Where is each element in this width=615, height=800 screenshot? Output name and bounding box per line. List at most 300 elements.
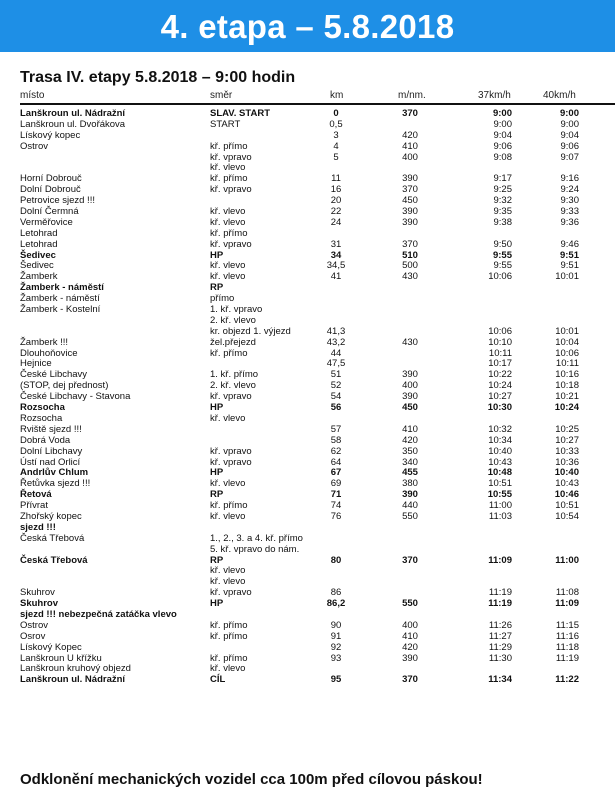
cell-place: Lískový Kopec [20, 641, 82, 653]
table-row [0, 413, 615, 424]
footer-note: Odklonění mechanických vozidel cca 100m před cílovou páskou! [20, 771, 483, 788]
cell-km: 5 [333, 151, 339, 163]
cell-place: Lískový kopec [20, 129, 81, 141]
cell-altitude: 400 [402, 380, 418, 392]
cell-altitude: 450 [402, 402, 418, 414]
cell-direction: kř. přímo [210, 347, 248, 359]
cell-place: Ostrov [20, 140, 48, 152]
header-time-40: 40km/h [543, 90, 576, 101]
cell-direction: kř. přímo [210, 619, 248, 631]
cell-direction: CÍL [210, 674, 226, 686]
cell-place: Dolní Dobrouč [20, 184, 81, 196]
table-row [0, 162, 615, 173]
cell-altitude: 380 [402, 478, 418, 490]
cell-time-40: 10:01 [555, 325, 579, 337]
cell-time-40: 11:09 [555, 598, 579, 610]
cell-km: 67 [330, 467, 342, 479]
cell-place: Skuhrov [20, 598, 59, 610]
cell-time-37: 11:19 [488, 587, 512, 599]
cell-km: 11 [331, 173, 341, 185]
cell-km: 22 [330, 206, 342, 218]
cell-altitude: 450 [402, 195, 418, 207]
cell-altitude: 390 [402, 391, 418, 403]
cell-km: 56 [330, 402, 342, 414]
cell-time-40: 9:33 [560, 206, 579, 218]
table-row [0, 424, 615, 435]
cell-time-40: 11:00 [555, 554, 579, 566]
table-row [0, 326, 615, 337]
header-km: km [330, 90, 344, 101]
cell-place: Řetová [20, 489, 52, 501]
cell-direction: kř. vpravo [210, 151, 252, 163]
cell-time-37: 10:10 [488, 336, 512, 348]
cell-km: 74 [330, 500, 342, 512]
cell-km: 92 [330, 641, 342, 653]
cell-time-40: 9:51 [560, 260, 579, 272]
cell-place: Rozsocha [20, 402, 65, 414]
table-row [0, 293, 615, 304]
cell-place: Letohrad [20, 227, 58, 239]
table-row [0, 282, 615, 293]
cell-time-37: 9:32 [493, 195, 512, 207]
cell-km: 41,3 [326, 325, 346, 337]
cell-direction: kř. přímo [210, 652, 248, 664]
cell-time-40: 9:24 [560, 184, 579, 196]
cell-km: 34 [330, 249, 342, 261]
cell-direction: 1. kř. přímo [210, 369, 259, 381]
cell-time-40: 9:36 [560, 216, 579, 228]
cell-altitude: 400 [402, 151, 418, 163]
cell-altitude: 370 [402, 674, 418, 686]
cell-km: 57 [330, 423, 342, 435]
cell-place: sjezd !!! nebezpečná zatáčka vlevo [20, 608, 177, 620]
cell-km: 80 [330, 554, 342, 566]
cell-time-37: 9:04 [493, 129, 512, 141]
table-row [0, 620, 615, 631]
cell-place: Lanškroun U křížku [20, 652, 102, 664]
cell-place: Šedivec [20, 249, 56, 261]
cell-place: Lanškroun kruhový objezd [20, 663, 131, 675]
cell-place: Ostrov [20, 619, 48, 631]
header-altitude: m/nm. [398, 90, 426, 101]
cell-direction: HP [210, 249, 224, 261]
cell-time-40: 10:40 [554, 467, 579, 479]
cell-time-37: 10:55 [487, 489, 512, 501]
cell-time-40: 9:00 [560, 118, 579, 130]
cell-time-40: 9:06 [560, 140, 579, 152]
cell-km: 86 [330, 587, 342, 599]
cell-time-40: 10:43 [555, 478, 579, 490]
cell-time-37: 9:06 [493, 140, 512, 152]
table-row [0, 130, 615, 141]
cell-time-37: 11:34 [488, 674, 512, 686]
cell-km: 62 [330, 445, 342, 457]
cell-direction: 1., 2., 3. a 4. kř. přímo [210, 532, 303, 544]
cell-km: 86,2 [326, 598, 346, 610]
cell-time-37: 11:27 [488, 630, 512, 642]
cell-place: Lanškroun ul. Dvořákova [20, 118, 126, 130]
cell-altitude: 350 [402, 445, 418, 457]
cell-direction: kř. vlevo [210, 663, 246, 675]
cell-direction: kř. vlevo [210, 565, 246, 577]
cell-altitude: 370 [402, 238, 418, 250]
cell-direction: kř. vlevo [210, 576, 246, 588]
cell-place: Ústí nad Orlicí [20, 456, 81, 468]
cell-time-40: 9:16 [560, 173, 579, 185]
cell-direction: 2. kř. vlevo [210, 314, 256, 326]
cell-km: 0,5 [329, 118, 343, 130]
cell-altitude: 410 [402, 630, 418, 642]
cell-altitude: 410 [402, 423, 418, 435]
cell-place: Dolní Čermná [20, 206, 79, 218]
cell-direction: kř. vlevo [210, 478, 246, 490]
cell-direction: kř. vpravo [210, 391, 252, 403]
cell-altitude: 430 [402, 271, 418, 283]
table-row [0, 337, 615, 348]
cell-time-40: 9:30 [560, 195, 579, 207]
cell-place: Řetůvka sjezd !!! [20, 478, 91, 490]
cell-time-37: 9:08 [493, 151, 512, 163]
cell-altitude: 420 [402, 129, 418, 141]
cell-place: Lanškroun ul. Nádražní [20, 674, 126, 686]
cell-direction: 5. kř. vpravo do nám. [210, 543, 300, 555]
table-row [0, 565, 615, 576]
header-divider [20, 103, 615, 105]
table-row [0, 184, 615, 195]
cell-altitude: 410 [402, 140, 418, 152]
cell-direction: kř. vpravo [210, 238, 252, 250]
table-row [0, 195, 615, 206]
cell-time-37: 11:03 [488, 510, 512, 522]
cell-altitude: 370 [402, 108, 418, 119]
cell-km: 51 [330, 369, 342, 381]
cell-place: České Libchavy - Stavona [20, 391, 131, 403]
cell-place: Dolní Libchavy [20, 445, 83, 457]
cell-place: Petrovice sjezd !!! [20, 195, 95, 207]
cell-place: Dobrá Voda [20, 434, 71, 446]
cell-direction: kř. vpravo [210, 445, 252, 457]
table-row [0, 467, 615, 478]
cell-time-37: 11:26 [488, 619, 512, 631]
route-table [0, 108, 615, 685]
cell-km: 24 [330, 216, 342, 228]
cell-time-40: 9:07 [560, 151, 579, 163]
cell-altitude: 500 [402, 260, 418, 272]
table-row [0, 260, 615, 271]
cell-altitude: 390 [402, 173, 418, 185]
cell-place: Přívrat [20, 500, 48, 512]
route-title: Trasa IV. etapy 5.8.2018 – 9:00 hodin [20, 69, 296, 86]
cell-altitude: 400 [402, 619, 418, 631]
cell-time-37: 9:17 [493, 173, 512, 185]
cell-time-40: 10:11 [555, 358, 579, 370]
cell-place: Česká Třebová [20, 532, 85, 544]
table-row [0, 446, 615, 457]
cell-altitude: 550 [402, 598, 418, 610]
cell-time-40: 11:18 [555, 641, 579, 653]
cell-time-37: 11:29 [488, 641, 512, 653]
table-row [0, 358, 615, 369]
table-row [0, 369, 615, 380]
cell-km: 95 [330, 674, 342, 686]
cell-km: 0 [333, 108, 339, 119]
cell-time-37: 11:30 [488, 652, 512, 664]
cell-altitude: 550 [402, 510, 418, 522]
table-row [0, 555, 615, 566]
cell-time-40: 10:21 [555, 391, 579, 403]
cell-km: 91 [330, 630, 342, 642]
cell-time-37: 10:27 [488, 391, 512, 403]
cell-km: 44 [330, 347, 342, 359]
cell-place: sjezd !!! [20, 521, 56, 533]
cell-time-37: 11:09 [488, 554, 512, 566]
cell-direction: kř. vlevo [210, 206, 246, 218]
cell-time-37: 10:43 [488, 456, 512, 468]
header-time-37: 37km/h [478, 90, 511, 101]
cell-altitude: 440 [402, 500, 418, 512]
table-row [0, 402, 615, 413]
cell-km: 64 [330, 456, 342, 468]
cell-altitude: 420 [402, 434, 418, 446]
cell-km: 58 [330, 434, 342, 446]
cell-direction: kř. vlevo [210, 216, 246, 228]
table-row [0, 598, 615, 609]
cell-altitude: 390 [402, 489, 418, 501]
cell-time-40: 9:51 [559, 249, 579, 261]
cell-place: (STOP, dej přednost) [20, 380, 109, 392]
table-row [0, 141, 615, 152]
cell-altitude: 340 [402, 456, 418, 468]
table-row [0, 348, 615, 359]
cell-direction: kř. vpravo [210, 184, 252, 196]
cell-place: Šedivec [20, 260, 54, 272]
cell-direction: RP [210, 554, 224, 566]
table-row [0, 304, 615, 315]
cell-time-40: 10:04 [555, 336, 579, 348]
cell-km: 3 [333, 129, 339, 141]
cell-altitude: 390 [402, 369, 418, 381]
cell-time-37: 9:38 [493, 216, 512, 228]
cell-direction: žel.přejezd [210, 336, 256, 348]
header-direction: směr [210, 90, 233, 101]
cell-time-37: 9:50 [493, 238, 512, 250]
cell-place: České Libchavy [20, 369, 88, 381]
cell-time-37: 10:22 [488, 369, 512, 381]
cell-direction: 2. kř. vlevo [210, 380, 256, 392]
table-row [0, 391, 615, 402]
table-row [0, 108, 615, 119]
cell-time-40: 10:25 [555, 423, 579, 435]
table-row [0, 609, 615, 620]
cell-altitude: 370 [402, 184, 418, 196]
cell-place: Žamberk - náměstí [20, 293, 100, 305]
table-row [0, 478, 615, 489]
table-row [0, 435, 615, 446]
cell-time-40: 10:36 [555, 456, 579, 468]
cell-direction: kř. přímo [210, 140, 248, 152]
cell-km: 41 [330, 271, 342, 283]
cell-time-37: 11:19 [488, 598, 512, 610]
cell-direction: RP [210, 282, 224, 294]
cell-time-37: 9:25 [493, 184, 512, 196]
cell-time-40: 10:54 [555, 510, 579, 522]
cell-place: Verměřovice [20, 216, 73, 228]
cell-time-37: 9:55 [493, 260, 512, 272]
cell-place: Žamberk - náměstí [20, 282, 104, 294]
cell-place: Skuhrov [20, 587, 55, 599]
cell-time-40: 11:16 [555, 630, 579, 642]
cell-place: Žamberk - Kostelní [20, 304, 101, 316]
cell-direction: kř. přímo [210, 630, 248, 642]
cell-time-37: 9:00 [492, 108, 512, 119]
cell-direction: kř. vlevo [210, 412, 246, 424]
table-row [0, 271, 615, 282]
cell-direction: kř. přímo [210, 500, 248, 512]
cell-direction: kř. vlevo [210, 510, 246, 522]
table-row [0, 239, 615, 250]
cell-time-37: 10:24 [488, 380, 512, 392]
cell-altitude: 390 [402, 216, 418, 228]
table-row [0, 217, 615, 228]
cell-time-37: 10:06 [488, 325, 512, 337]
cell-time-40: 10:51 [555, 500, 579, 512]
table-row [0, 587, 615, 598]
cell-km: 71 [330, 489, 342, 501]
cell-km: 69 [330, 478, 342, 490]
cell-time-40: 10:01 [555, 271, 579, 283]
cell-time-37: 10:51 [488, 478, 512, 490]
table-row [0, 250, 615, 261]
cell-time-37: 9:55 [492, 249, 512, 261]
table-row [0, 533, 615, 544]
cell-km: 31 [330, 238, 342, 250]
table-row [0, 315, 615, 326]
table-row [0, 500, 615, 511]
cell-direction: HP [210, 598, 224, 610]
cell-time-40: 11:19 [555, 652, 579, 664]
cell-place: Andrlův Chlum [20, 467, 89, 479]
table-row [0, 631, 615, 642]
cell-km: 52 [330, 380, 342, 392]
cell-time-37: 10:32 [488, 423, 512, 435]
cell-time-40: 11:22 [555, 674, 579, 686]
cell-place: Lanškroun ul. Nádražní [20, 108, 126, 119]
cell-time-40: 10:16 [555, 369, 579, 381]
cell-km: 54 [330, 391, 342, 403]
cell-place: Žamberk [20, 271, 58, 283]
cell-direction: přímo [210, 293, 235, 305]
cell-direction: SLAV. START [210, 108, 270, 119]
table-row [0, 228, 615, 239]
cell-place: Rozsocha [20, 412, 63, 424]
cell-place: Hejnice [20, 358, 52, 370]
cell-direction: kř. přímo [210, 173, 248, 185]
table-row [0, 152, 615, 163]
table-row [0, 576, 615, 587]
table-row [0, 119, 615, 130]
cell-place: Osrov [20, 630, 46, 642]
cell-time-37: 10:48 [487, 467, 512, 479]
table-row [0, 674, 615, 685]
cell-direction: kř. vpravo [210, 587, 252, 599]
cell-km: 90 [330, 619, 342, 631]
cell-km: 4 [333, 140, 339, 152]
cell-direction: kř. vlevo [210, 162, 246, 174]
cell-km: 76 [330, 510, 342, 522]
cell-time-40: 10:33 [555, 445, 579, 457]
cell-km: 16 [330, 184, 342, 196]
cell-altitude: 510 [402, 249, 418, 261]
cell-time-37: 10:11 [488, 347, 512, 359]
cell-place: Česká Třebová [20, 554, 88, 566]
cell-time-37: 10:40 [488, 445, 512, 457]
header-place: místo [20, 90, 45, 101]
table-row [0, 653, 615, 664]
cell-time-37: 10:17 [488, 358, 512, 370]
table-row [0, 642, 615, 653]
table-row [0, 173, 615, 184]
cell-time-40: 10:18 [555, 380, 579, 392]
cell-time-40: 9:46 [560, 238, 579, 250]
table-row [0, 544, 615, 555]
cell-time-40: 11:08 [555, 587, 579, 599]
cell-altitude: 390 [402, 652, 418, 664]
cell-place: Zhořský kopec [20, 510, 82, 522]
cell-direction: HP [210, 467, 224, 479]
cell-altitude: 420 [402, 641, 418, 653]
cell-direction: kř. vlevo [210, 271, 246, 283]
cell-place: Žamberk !!! [20, 336, 69, 348]
cell-direction: kř. vpravo [210, 456, 252, 468]
cell-direction: kř. přímo [210, 227, 248, 239]
table-row [0, 511, 615, 522]
cell-place: Horní Dobrouč [20, 173, 82, 185]
cell-time-40: 11:15 [555, 619, 579, 631]
cell-altitude: 390 [402, 206, 418, 218]
cell-direction: RP [210, 489, 224, 501]
cell-km: 20 [330, 195, 342, 207]
table-row [0, 522, 615, 533]
cell-place: Letohrad [20, 238, 58, 250]
cell-time-40: 10:06 [555, 347, 579, 359]
table-row [0, 489, 615, 500]
cell-altitude: 430 [402, 336, 418, 348]
cell-km: 93 [330, 652, 342, 664]
cell-km: 43,2 [326, 336, 346, 348]
cell-direction: START [210, 118, 241, 130]
cell-time-37: 10:30 [487, 402, 512, 414]
cell-time-37: 10:06 [488, 271, 512, 283]
cell-altitude: 370 [402, 554, 418, 566]
cell-direction: 1. kř. vpravo [210, 304, 263, 316]
table-row [0, 457, 615, 468]
cell-direction: HP [210, 402, 224, 414]
table-row [0, 206, 615, 217]
cell-direction: kř. vlevo [210, 260, 246, 272]
cell-time-40: 10:46 [554, 489, 579, 501]
table-row [0, 380, 615, 391]
cell-time-37: 11:00 [488, 500, 512, 512]
cell-altitude: 455 [402, 467, 418, 479]
table-row [0, 663, 615, 674]
cell-time-40: 9:04 [560, 129, 579, 141]
cell-time-37: 9:35 [493, 206, 512, 218]
cell-time-37: 10:34 [488, 434, 512, 446]
cell-direction: kr. objezd 1. výjezd [210, 325, 291, 337]
cell-time-40: 9:00 [559, 108, 579, 119]
cell-km: 34,5 [326, 260, 346, 272]
cell-km: 47,5 [326, 358, 346, 370]
